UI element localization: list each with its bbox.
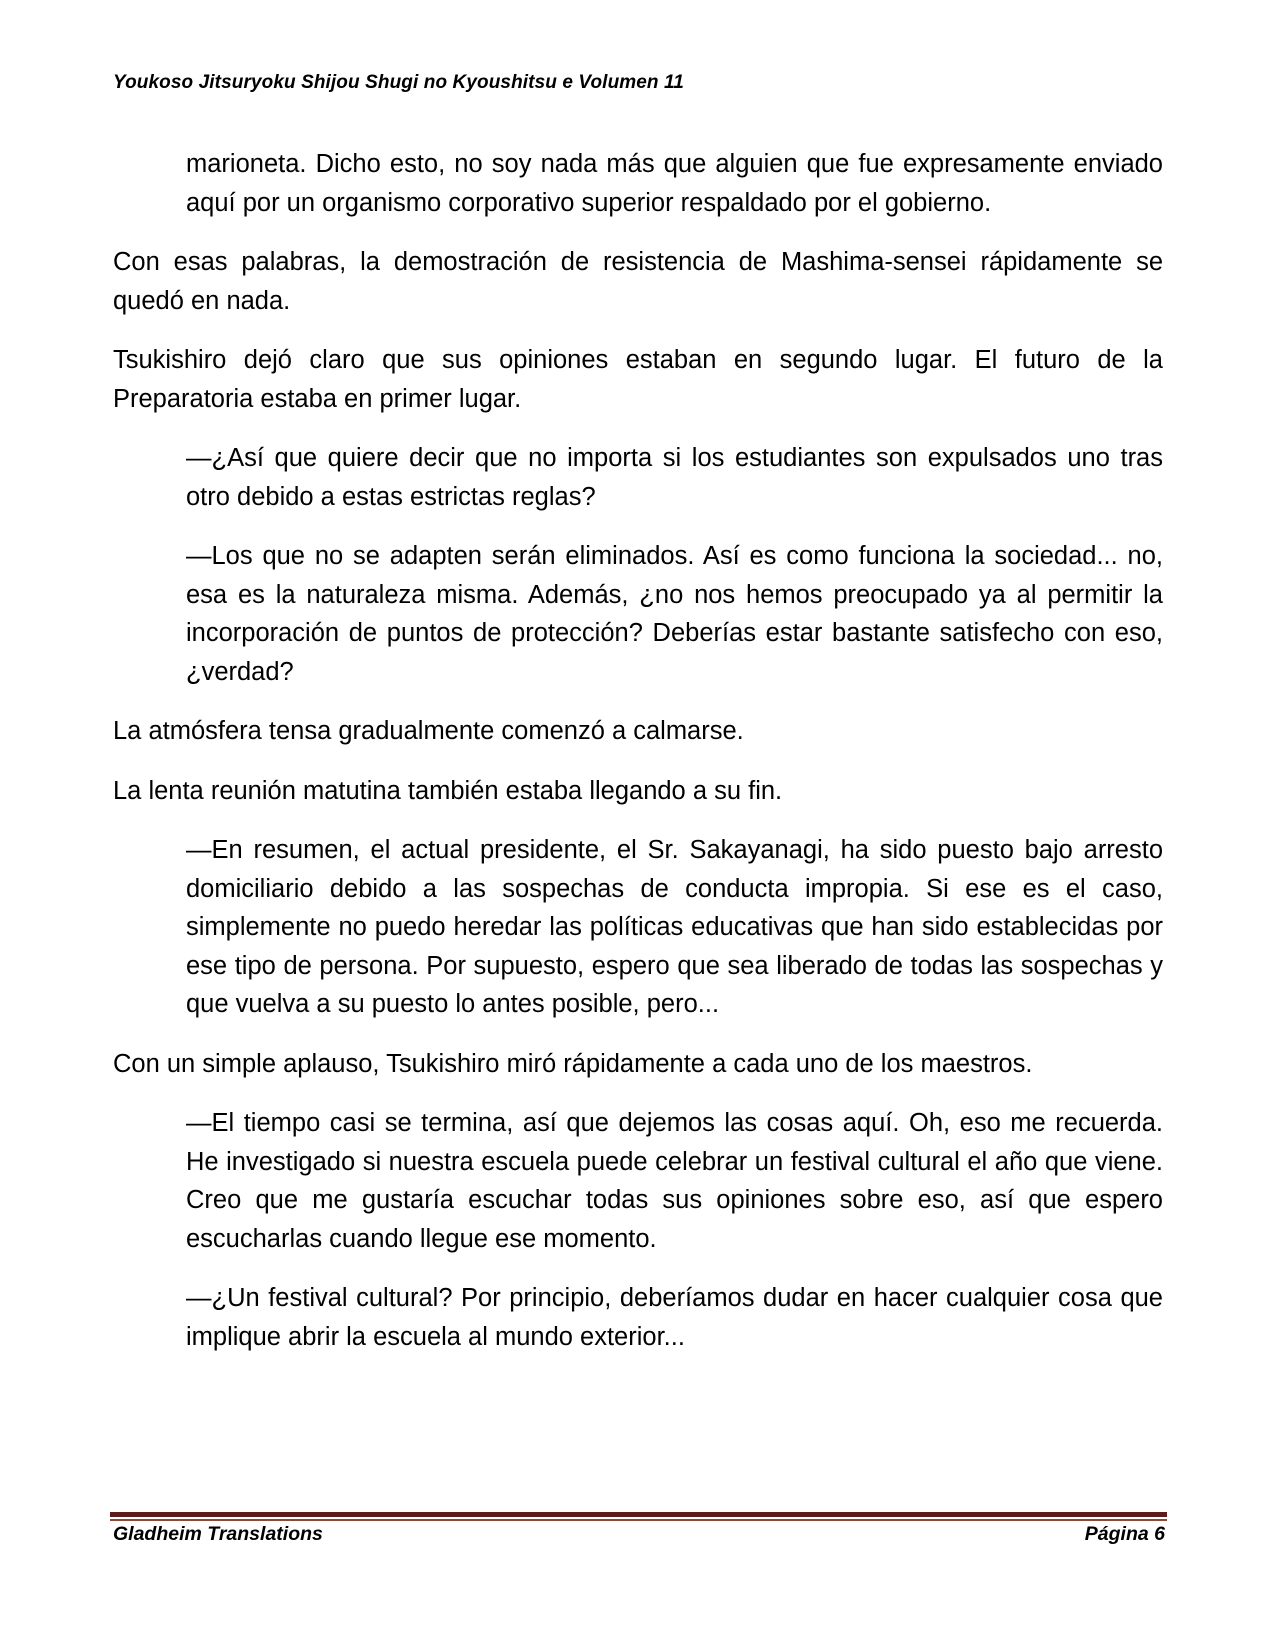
paragraph-narration: La atmósfera tensa gradualmente comenzó a calmarse. xyxy=(113,717,744,745)
paragraph-narration: Tsukishiro dejó claro que sus opiniones estaban en segundo lugar. El futuro de la Preparatoria estaba en primer lugar. xyxy=(113,346,1163,413)
page-body xyxy=(113,145,1163,1377)
paragraph-dialogue: —El tiempo casi se termina, así que dejemos las cosas aquí. Oh, eso me recuerda. He investigado si nuestra escuela puede celebrar un festival cultural el año que viene. Creo que me gustaría escuchar todas sus opiniones sobre eso, así que espero escucharlas cuando llegue ese momento. xyxy=(186,1109,1163,1253)
paragraph-narration: Con esas palabras, la demostración de resistencia de Mashima-sensei rápidamente se quedó en nada. xyxy=(113,248,1163,315)
footer-page-number: Página 6 xyxy=(1084,1523,1165,1545)
paragraph-dialogue: —Los que no se adapten serán eliminados. Así es como funciona la sociedad... no, esa es la naturaleza misma. Además, ¿no nos hemos preocupado ya al permitir la incorporación de puntos de protección? Deberías estar bastante satisfecho con eso, ¿verdad? xyxy=(186,542,1163,686)
paragraph-dialogue: —En resumen, el actual presidente, el Sr. Sakayanagi, ha sido puesto bajo arresto domiciliario debido a las sospechas de conducta impropia. Si ese es el caso, simplemente no puedo heredar las políticas educativas que han sido establecidas por ese tipo de persona. Por supuesto, espero que sea liberado de todas las sospechas y que vuelva a su puesto lo antes posible, pero... xyxy=(186,836,1163,1018)
paragraph-narration: Con un simple aplauso, Tsukishiro miró rápidamente a cada uno de los maestros. xyxy=(113,1049,1033,1078)
paragraph-dialogue-continuation: marioneta. Dicho esto, no soy nada más que alguien que fue expresamente enviado aquí por un organismo corporativo superior respaldado por el gobierno. xyxy=(186,150,1163,217)
paragraph-narration: La lenta reunión matutina también estaba llegando a su fin. xyxy=(113,776,783,805)
page-header-title: Youkoso Jitsuryoku Shijou Shugi no Kyoushitsu e Volumen 11 xyxy=(113,72,684,93)
footer-credit: Gladheim Translations xyxy=(113,1523,323,1545)
footer-divider xyxy=(110,1512,1167,1521)
paragraph-dialogue: —¿Así que quiere decir que no importa si los estudiantes son expulsados uno tras otro debido a estas estrictas reglas? xyxy=(186,444,1163,511)
paragraph-dialogue: —¿Un festival cultural? Por principio, deberíamos dudar en hacer cualquier cosa que implique abrir la escuela al mundo exterior... xyxy=(186,1284,1163,1351)
